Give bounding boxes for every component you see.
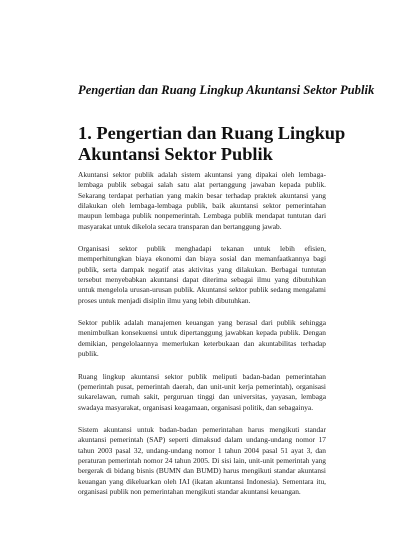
paragraph: Akuntansi sektor publik adalah sistem akuntansi yang dipakai oleh lembaga-lembaga publik sebagai salah satu alat pertanggung jawaban kepada publik. Sekarang terdapat perhatian yang makin besar terhadap praktek akuntansi yang dilakukan oleh lembaga-lembaga publik, baik akuntansi sektor pemerintahan maupun lembaga publik nonpemerintah. Lembaga publik mendapat tuntutan dari masyarakat untuk dikelola secara transparan dan bertanggung jawab. xyxy=(78,170,326,231)
paragraph: Organisasi sektor publik menghadapi tekanan untuk lebih efisien, memperhitungkan biaya ekonomi dan biaya sosial dan memanfaatkannya bagi publik, serta dampak negatif atas aktivitas yang dilakukan. Berbagai tuntutan tersebut menyebabkan akuntansi dapat diterima sebagai ilmu yang dibutuhkan untuk mengelola urusan-urusan publik. Akuntansi sektor publik sedang mengalami proses untuk menjadi disiplin ilmu yang lebih dibutuhkan. xyxy=(78,244,326,305)
section-heading: 1. Pengertian dan Ruang Lingkup Akuntansi Sektor Publik xyxy=(78,123,346,164)
document-title: Pengertian dan Ruang Lingkup Akuntansi Sektor Publik xyxy=(78,83,375,97)
paragraph: Ruang lingkup akuntansi sektor publik meliputi badan-badan pemerintahan (pemerintah pusat, pemerintah daerah, dan unit-unit kerja pemerintah), organisasi sukarelawan, rumah sakit, perguruan tinggi dan universitas, yayasan, lembaga swadaya masyarakat, organisasi keagamaan, organisasi politik, dan sebagainya. xyxy=(78,371,326,412)
paragraph: Sektor publik adalah manajemen keuangan yang berasal dari publik sehingga menimbulkan konsekuensi untuk dipertanggung jawabkan kepada publik. Dengan demikian, pengelolaannya memerlukan keterbukaan dan akuntabilitas terhadap publik. xyxy=(78,318,326,359)
paragraph: Sistem akuntansi untuk badan-badan pemerintahan harus mengikuti standar akuntansi pemerintah (SAP) seperti dimaksud dalam undang-undang nomor 17 tahun 2003 pasal 32, undang-undang nomor 1 tahun 2004 pasal 51 ayat 3, dan peraturan pemerintah nomor 24 tahun 2005. Di sisi lain, unit-unit pemerintah yang bergerak di bidang bisnis (BUMN dan BUMD) harus mengikuti standar akuntansi keuangan yang dikeluarkan oleh IAI (ikatan akuntansi Indonesia). Sementara itu, organisasi publik non pemerintahan mengikuti standar akuntansi keuangan. xyxy=(78,424,326,496)
document-body xyxy=(78,170,326,509)
